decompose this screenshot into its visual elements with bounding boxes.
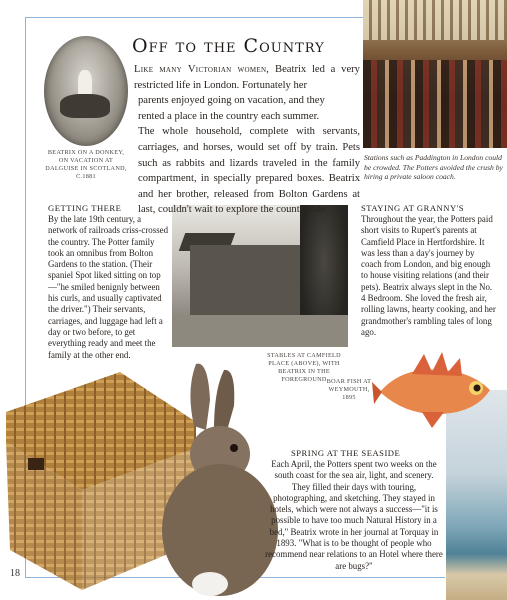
intro-line-2: parents enjoyed going on vacation, and they (138, 95, 325, 107)
house-caption: STABLES AT CAMFIELD PLACE (ABOVE), WITH BEATRIX IN THE FOREGROUND (267, 352, 341, 383)
staying-at-grannys-text: Throughout the year, the Potters paid short visits to Rupert's parents at Camfield Place in Hertfordshire. It was less than a day's journey by coach from London, and big enough to house visiting relations (and their pets). Beatrix always slept in the No. 4 Bedroom. She loved the fresh air, rolling lawns, hearty cooking, and her grandmother's rambling tales of long ago. (361, 214, 496, 337)
station-roof (363, 0, 507, 40)
camfield-place-photo (172, 205, 348, 347)
getting-there-heading: GETTING THERE (48, 203, 122, 213)
intro-line-4: The whole household, complete with servants, carriages, and horses, would set off by train. Pets such as rabbits and lizards traveled in the family compartment, in specially prepared boxes. Beatrix and her brother, released from Bolton Gardens at last, couldn't wait to explore the countryside. (138, 126, 360, 216)
getting-there-text: By the late 19th century, a network of railroads criss-crossed the country. The Potter family took an omnibus from Bolton Gardens to the station. (Their spaniel Spot liked sitting on top—"he smiled benignly between his curls, and usually captivated the driver.") Their servants, carriages, and luggage had left a day or two before, to get everything ready and meet the family at the other end. (48, 214, 169, 360)
station-crowd (363, 60, 507, 148)
spring-at-the-seaside-heading: SPRING AT THE SEASIDE (291, 448, 401, 458)
intro-line-1: Beatrix led a very restricted life in London. Fortunately her (134, 64, 360, 91)
donkey-figure (60, 94, 110, 118)
intro-paragraph (116, 62, 360, 218)
spring-at-the-seaside-text: Each April, the Potters spent two weeks on the south coast for the sea air, light, and scenery. They filled their days with touring, photographing, and sketching. They stayed in hotels, which were not always a success—"it is possible to have too much Natural History in a bed," Beatrix wrote in her journal at Torquay in 1893. "What is to be thought of people who recommend near relations to an Hotel where there are bugs?" (265, 459, 443, 571)
donkey-caption: BEATRIX ON A DONKEY, ON VACATION AT DALGUISE IN SCOTLAND, C.1881 (45, 149, 127, 180)
station-painting (363, 0, 507, 148)
house-building (190, 245, 300, 315)
boar-fish-illustration (372, 352, 502, 430)
intro-lead: Like many Victorian women, (134, 64, 270, 75)
station-caption: Stations such as Paddington in London could be crowded. The Potters avoided the crush by hiring a private saloon coach. (364, 153, 503, 182)
page-number: 18 (10, 568, 20, 579)
intro-line-3: rented a place in the country each summer. (138, 110, 320, 122)
frame-line-top (25, 17, 365, 18)
page-title: Off to the Country (132, 35, 325, 57)
fish-caption: BOAR FISH AT WEYMOUTH, 1895 (326, 378, 372, 401)
staying-at-grannys-heading: STAYING AT GRANNY'S (361, 203, 464, 213)
